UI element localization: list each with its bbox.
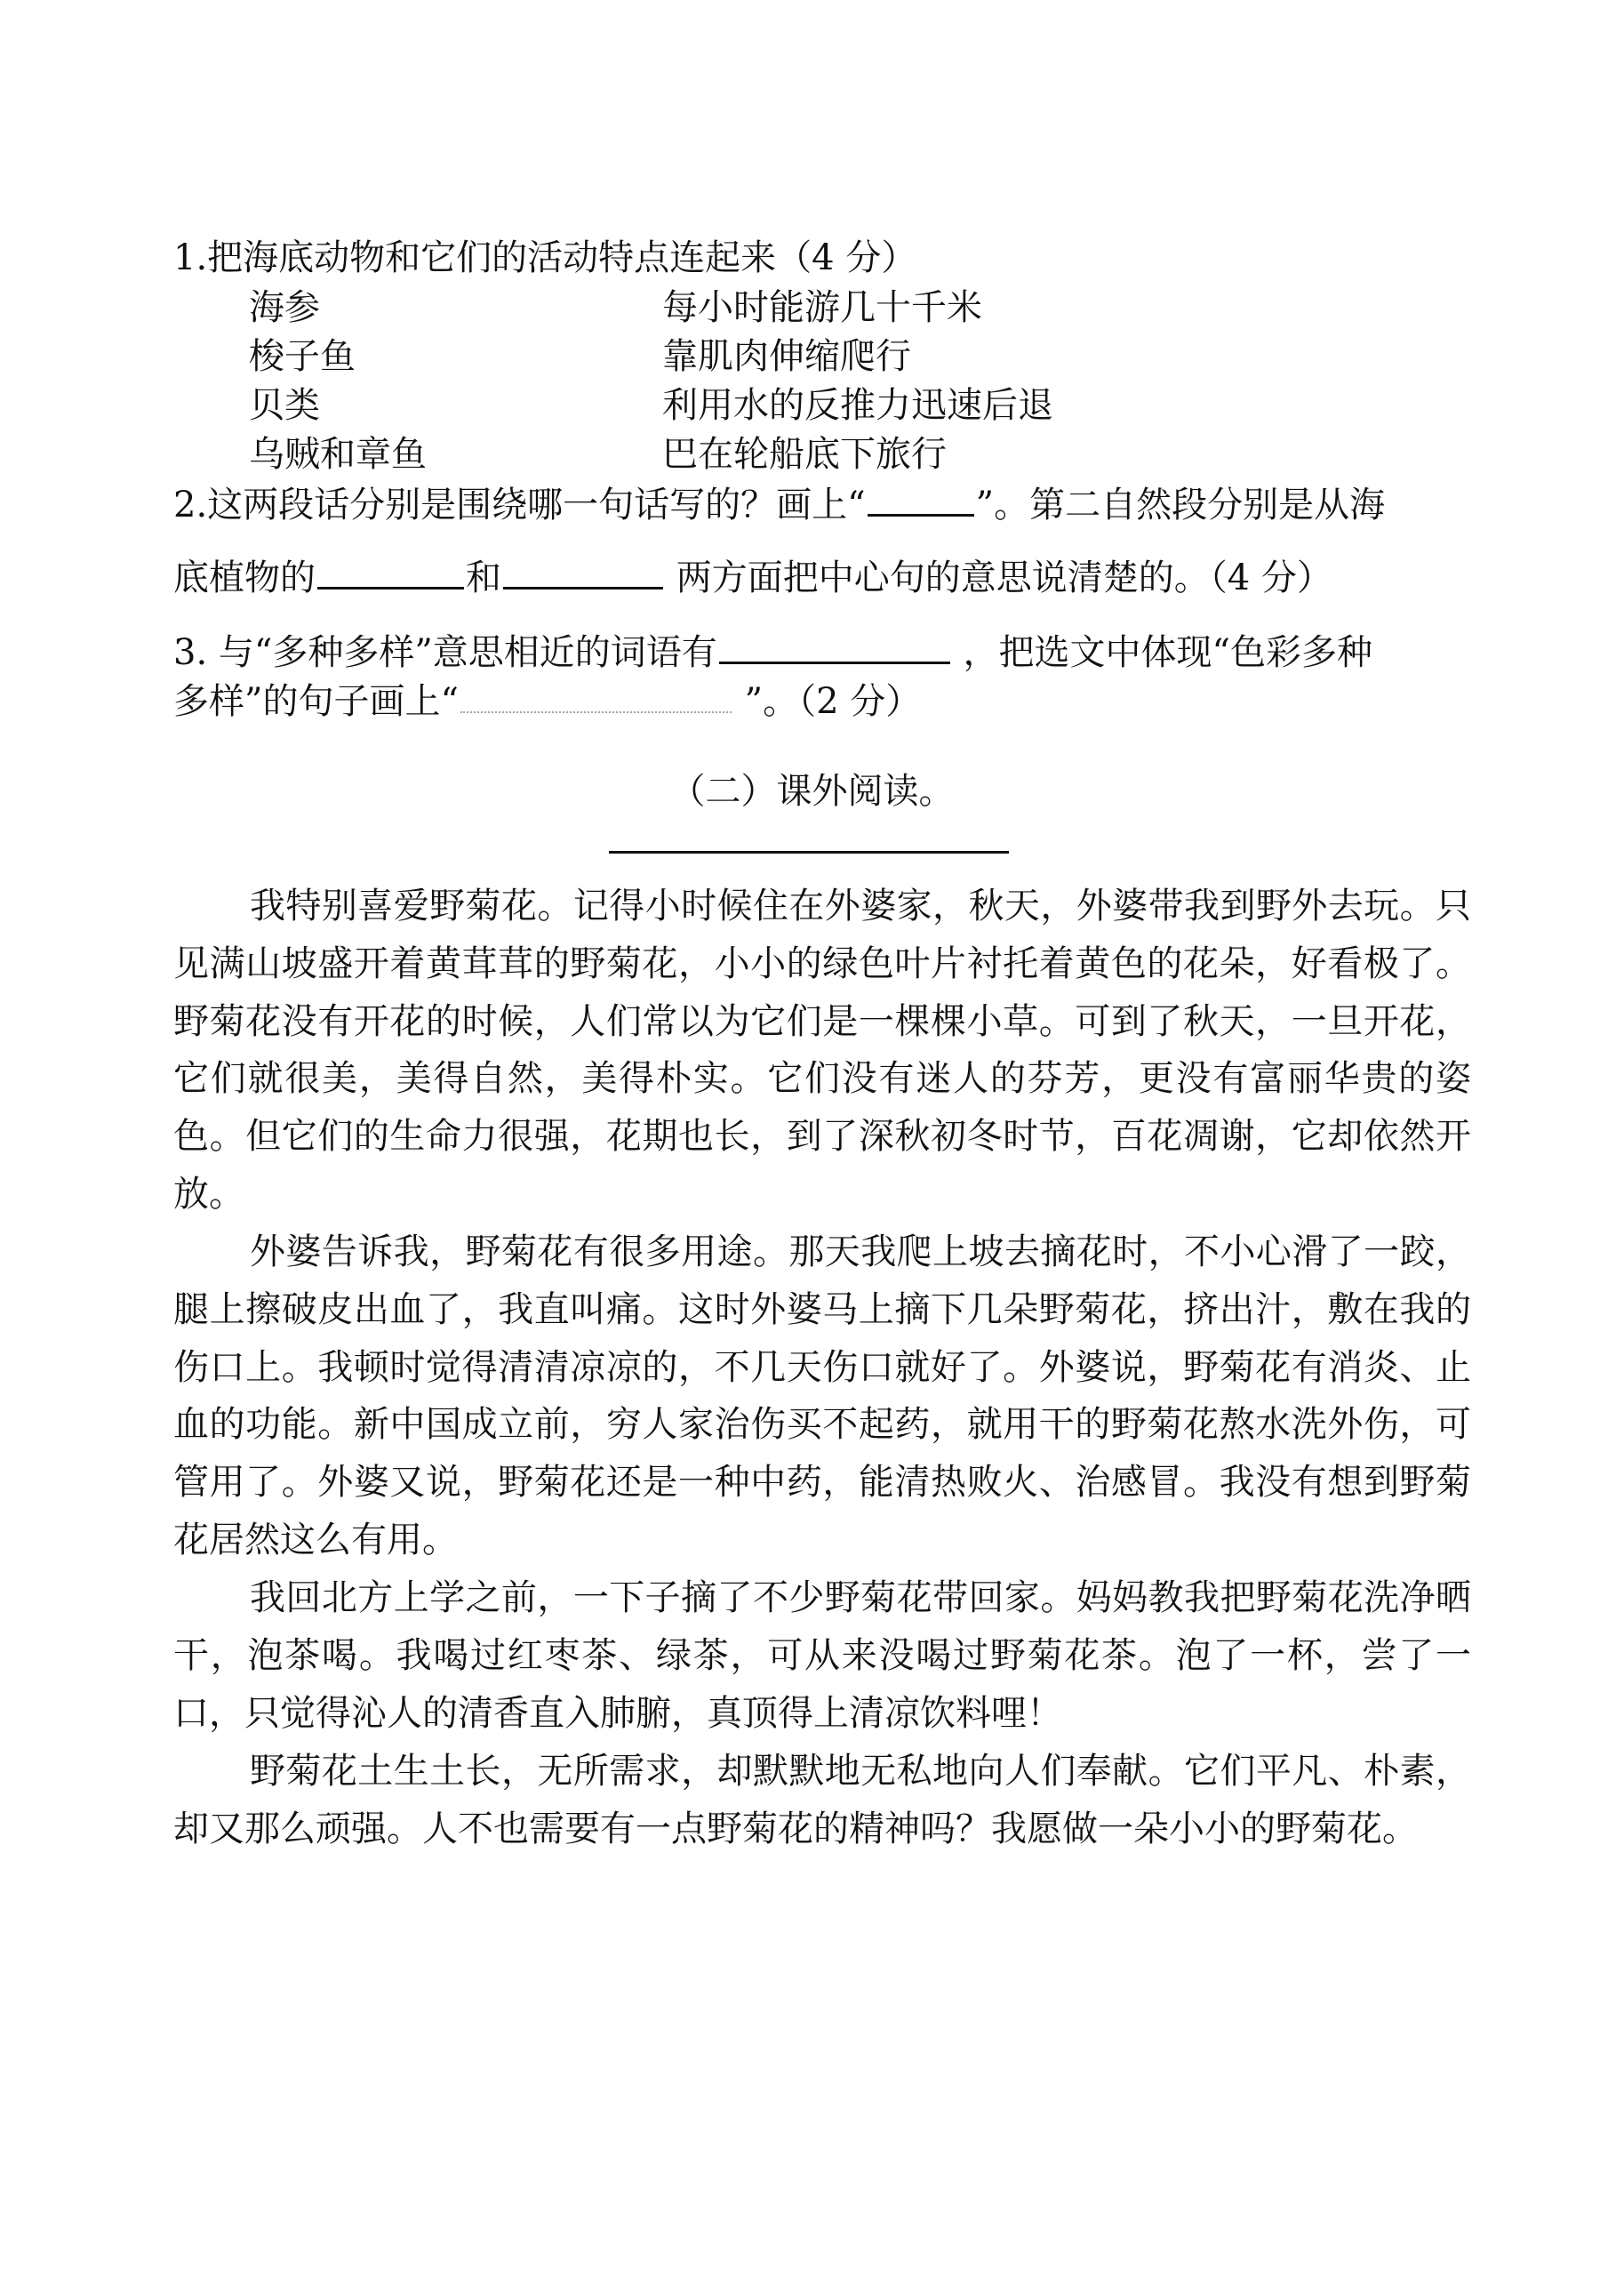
match-right-item: 每小时能游几十千米 (662, 287, 982, 328)
title-underline[interactable] (609, 851, 1009, 854)
match-right-item: 利用水的反推力迅速后退 (662, 385, 1053, 426)
passage-paragraph: 外婆告诉我，野菊花有很多用途。那天我爬上坡去摘花时，不小心滑了一跤，腿上擦破皮出血了，我直叫痛。这时外婆马上摘下几朵野菊花，挤出汁，敷在我的伤口上。我顿时觉得清清凉凉的，不几天伤口就好了。外婆说，野菊花有消炎、止血的功能。新中国成立前，穷人家治伤买不起药，就用干的野菊花熬水洗外伤，可管用了。外婆又说，野菊花还是一种中药，能清热败火、治感冒。我没有想到野菊花居然这么有用。 (173, 1231, 1471, 1560)
question-3-text-b: ，把选文中体现“色彩多种 (951, 632, 1372, 673)
question-2-text-b: ”。第二自然段分别是从海 (975, 485, 1386, 525)
question-2-text-d: 和 (466, 557, 501, 598)
question-2-line-1 (173, 478, 1471, 530)
match-left-item: 贝类 (249, 385, 320, 426)
match-left-item: 梭子鱼 (249, 336, 356, 377)
match-left-item: 海参 (249, 287, 320, 328)
question-3-line-1 (173, 626, 1471, 678)
passage-paragraph: 我特别喜爱野菊花。记得小时候住在外婆家，秋天，外婆带我到野外去玩。只见满山坡盛开着黄茸茸的野菊花，小小的绿色叶片衬托着黄色的花朵，好看极了。野菊花没有开花的时候，人们常以为它们是一棵棵小草。可到了秋天，一旦开花，它们就很美，美得自然，美得朴实。它们没有迷人的芬芳，更没有富丽华贵的姿色。但它们的生命力很强，花期也长，到了深秋初冬时节，百花凋谢，它却依然开放。 (173, 886, 1471, 1215)
question-2-line-2 (173, 551, 1471, 603)
match-right-item: 靠肌肉伸缩爬行 (662, 336, 911, 377)
match-right-item: 巴在轮船底下旅行 (662, 434, 947, 475)
answer-blank[interactable] (503, 551, 663, 590)
question-3-line-2 (173, 676, 1471, 726)
wavy-underline-sample (460, 676, 732, 713)
question-2-text-c: 底植物的 (173, 557, 316, 598)
question-1: 1.把海底动物和它们的活动特点连起来（4 分） (173, 237, 917, 278)
match-left-item: 乌贼和章鱼 (249, 434, 427, 475)
question-2-text-a: 2.这两段话分别是围绕哪一句话写的？画上“ (173, 485, 866, 525)
question-3-text-d: ”。（2 分） (732, 681, 922, 722)
passage-paragraph: 我回北方上学之前，一下子摘了不少野菊花带回家。妈妈教我把野菊花洗净晒干，泡茶喝。我喝过红枣茶、绿茶，可从来没喝过野菊花茶。泡了一杯，尝了一口，只觉得沁人的清香直入肺腑，真顶得上清凉饮料哩！ (173, 1577, 1471, 1734)
passage-paragraph: 野菊花土生土长，无所需求，却默默地无私地向人们奉献。它们平凡、朴素，却又那么顽强。人不也需要有一点野菊花的精神吗？我愿做一朵小小的野菊花。 (173, 1751, 1471, 1849)
question-3-text-a: 3. 与“多种多样”意思相近的词语有 (173, 632, 717, 673)
section-title: （二）课外阅读。 (669, 771, 955, 812)
answer-blank[interactable] (868, 478, 974, 517)
answer-blank[interactable] (719, 626, 950, 664)
answer-blank[interactable] (317, 551, 464, 590)
question-3-text-c: 多样”的句子画上“ (173, 681, 459, 722)
question-2-text-e: 两方面把中心句的意思说清楚的。（4 分） (665, 557, 1332, 598)
